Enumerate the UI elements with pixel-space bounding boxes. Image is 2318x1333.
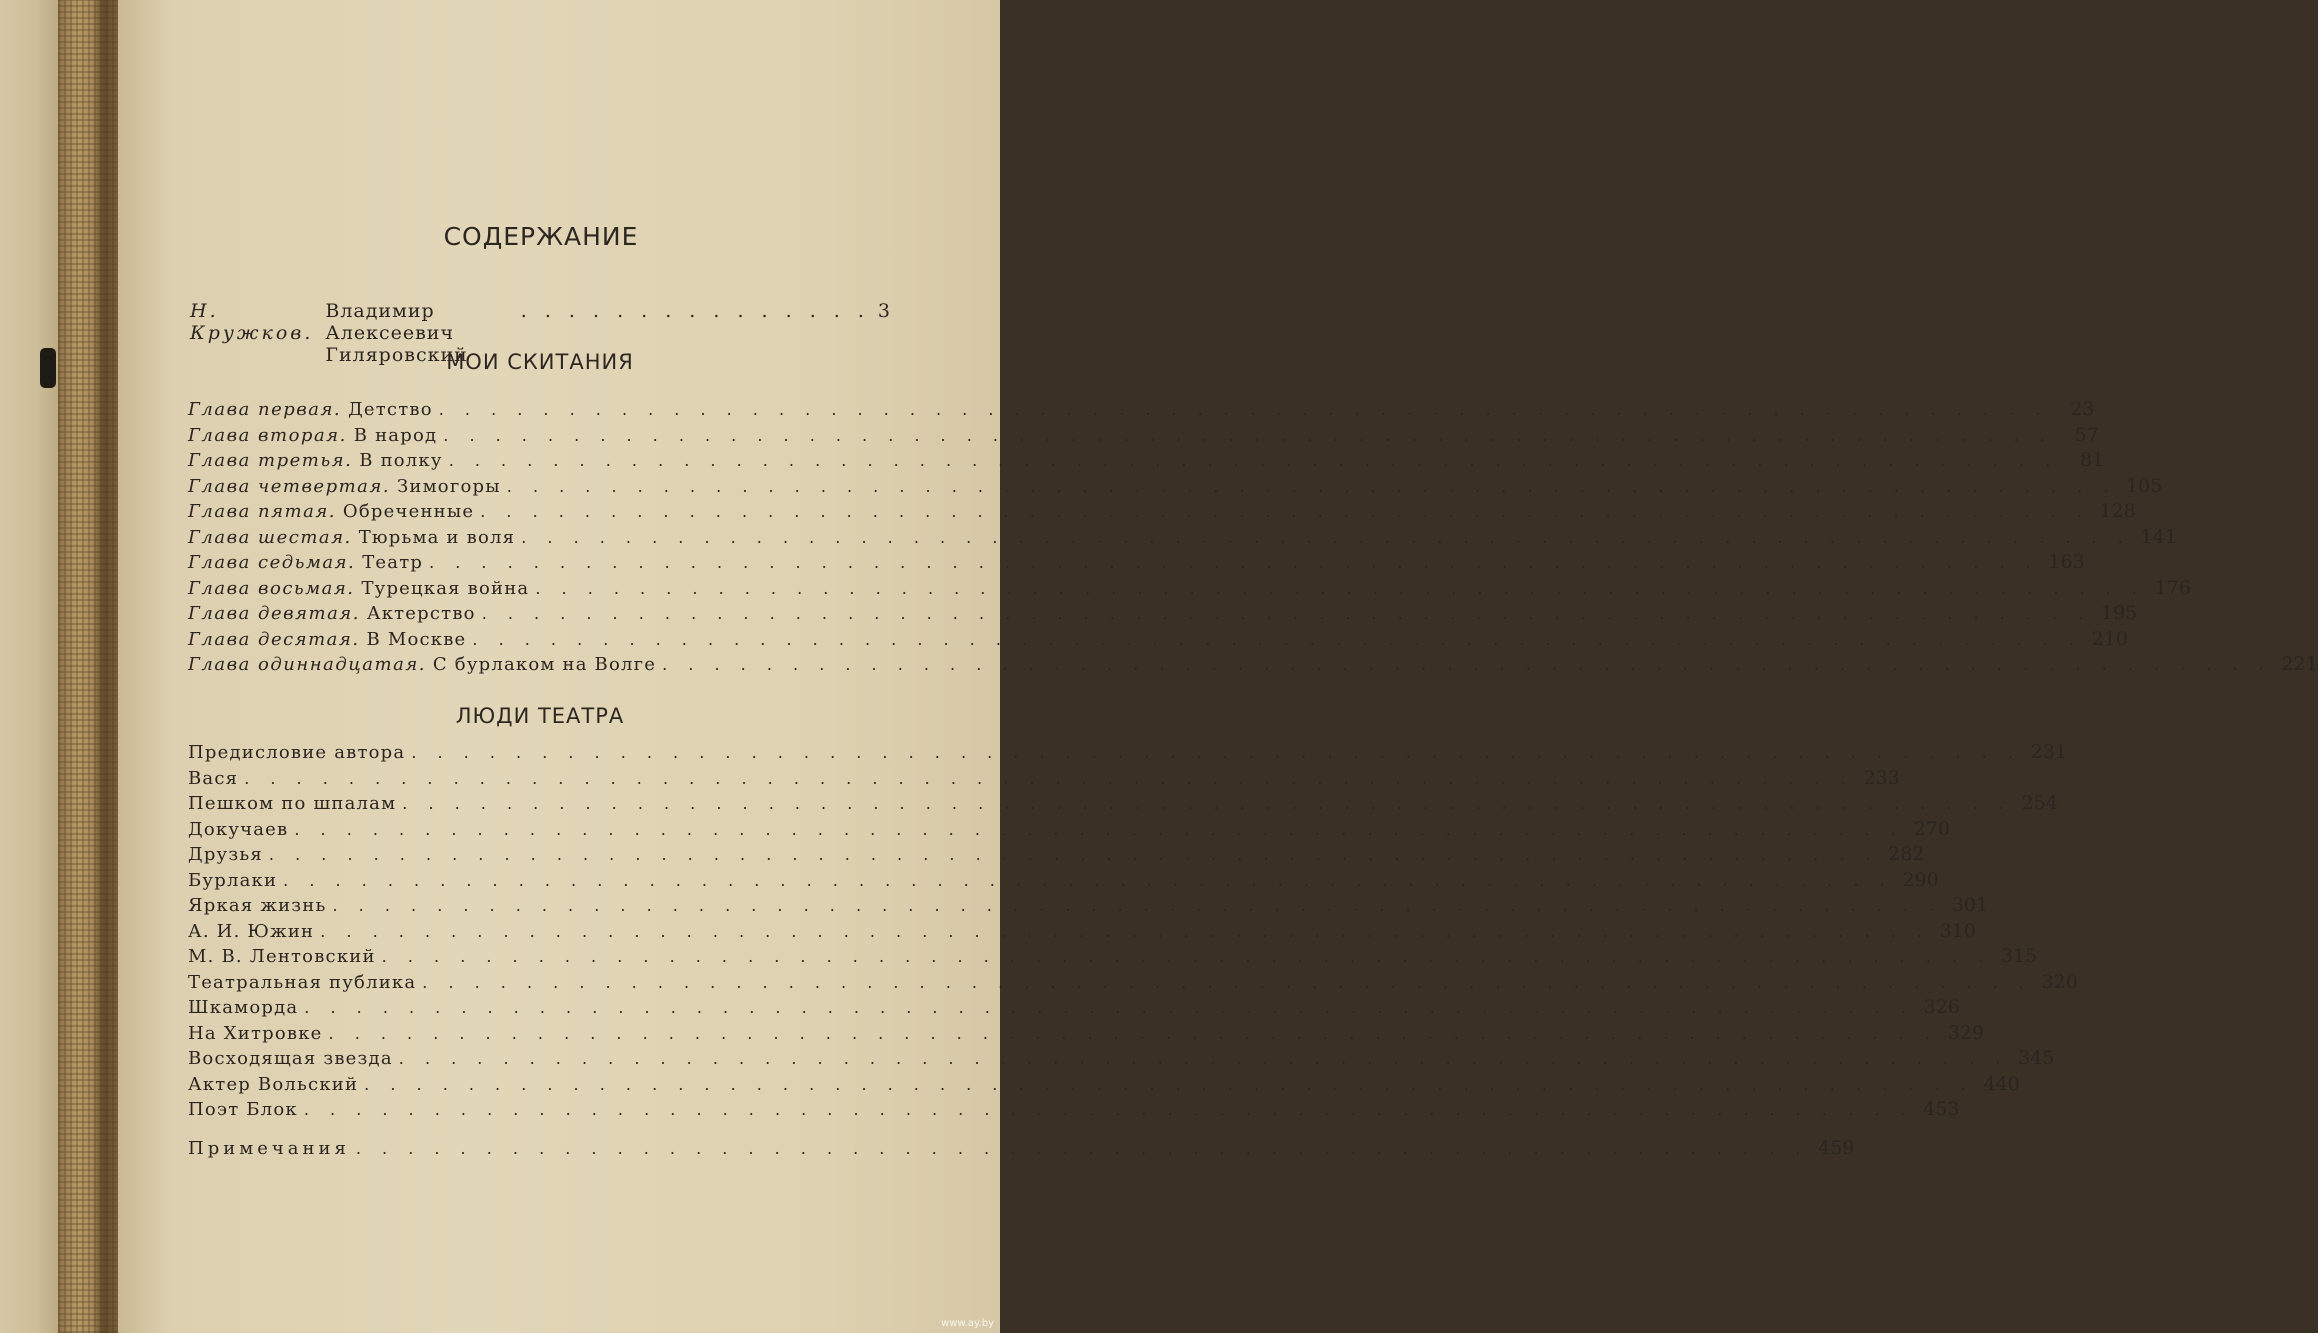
leader-dots: . . . . . . . . . . . . . . . . . . . . . . . . . . . . . . . . . . . . . . . . . . . . . . . . . . . . . . . . . . . . . . [472, 629, 2082, 649]
leader-dots: . . . . . . . . . . . . . . . . . . . . . . . . . . . . . . . . . . . . . . . . . . . . . . . . . . . . . . . . . . . . . . [303, 1100, 1914, 1119]
entry-label [188, 893, 327, 919]
entry-page: 57 [2074, 423, 2099, 446]
leader-dots: . . . . . . . . . . . . . . . . . . . . . . . . . . . . . . . . . . . . . . . . . . . . . . . . . . . . . . . . . . . . . . [304, 998, 1914, 1017]
toc-entry [188, 1046, 2055, 1072]
toc-entry [188, 995, 1960, 1021]
toc-entry [188, 550, 2085, 576]
section-title-1: МОИ СКИТАНИЯ [446, 350, 634, 374]
entry-title: Восходящая звезда [188, 1048, 393, 1069]
entry-page: 315 [2000, 945, 2038, 967]
entry-label [188, 525, 515, 551]
leader-dots: . . . . . . . . . . . . . . . . . . . . . . . . . . . . . . . . . . . . . . . . . . . . . . . . . . . . . . . . . . . . . . [283, 870, 1893, 890]
entry-label [188, 601, 476, 627]
toc-entry [188, 576, 2191, 602]
entry-label [188, 842, 263, 868]
entry-title: Предисловие автора [188, 742, 406, 763]
toc-entry [188, 944, 2038, 970]
entry-page: 221 [2281, 653, 2318, 675]
toc-entry [188, 893, 1989, 919]
entry-page: 23 [2070, 398, 2095, 420]
entry-page: 128 [2099, 500, 2136, 522]
leader-dots: . . . . . . . . . . . . . . . . . . . . . . . . . . . . . . . . . . . . . . . . . . . . . . . . . . . . . . . . . . . . . . [332, 896, 1943, 915]
toc-entry [188, 525, 2177, 551]
leader-dots: . . . . . . . . . . . . . . . . . . . . . . . . . . . . . . . . . . . . . . . . . . . . . . . . . . . . . . . . . . . . . . [294, 819, 1904, 839]
toc-entry [188, 740, 2067, 766]
leader-dots: . . . . . . . . . . . . . . . . . . . . . . . . . . . . . . . . . . . . . . . . . . . . . . . . . . . . . . . . . . . . . . [535, 578, 2145, 598]
entry-label [188, 944, 376, 970]
entry-page: 310 [1939, 919, 1976, 942]
section-1-list [188, 397, 2318, 678]
entry-prefix: Глава девятая. [188, 603, 360, 624]
toc-entry [188, 1136, 1855, 1162]
entry-title: Детство [348, 399, 433, 420]
toc-entry [188, 652, 2318, 678]
toc-entry [188, 766, 1900, 792]
entry-prefix: Глава шестая. [188, 526, 352, 548]
entry-prefix: Глава пятая. [188, 501, 336, 522]
toc-entry [188, 1021, 1985, 1047]
section-title-2: ЛЮДИ ТЕАТРА [455, 704, 625, 728]
watermark: www.ay.by [941, 1318, 994, 1329]
toc-entry [188, 397, 2095, 423]
toc-entry [188, 919, 1976, 945]
entry-label [188, 995, 298, 1021]
entry-page: 453 [1923, 1098, 1960, 1120]
entry-title: Вася [188, 767, 239, 789]
leader-dots: . . . . . . . . . . . . . . . . . . . . . . . . . . . . . . . . . . . . . . . . . . . . . . . . . . . . . . . . . . . . . . [268, 845, 1879, 864]
entry-prefix: Глава десятая. [188, 628, 360, 650]
leader-dots: . . . . . . . . . . . . . . . . . . . . . . . . . . . . . . . . . . . . . . . . . . . . . . . . . . . . . . . . . . . . . . [398, 1049, 2009, 1068]
leader-dots: . . . . . . . . . . . . . . . . . . . . . . . . . . . . . . . . . . . . . . . . . . . . . . . . . . . . . . . . . . . . . . [320, 921, 1930, 941]
entry-page: 81 [2080, 449, 2105, 471]
entry-label [188, 474, 501, 500]
entry-label [188, 627, 466, 653]
leader-dots: . . . . . . . . . . . . . . . . . . . . . . . . . . . . . . . . . . . . . . . . . . . . . . . . . . . . . . . . . . . . . . [438, 400, 2049, 419]
entry-title: С бурлаком на Волге [432, 654, 657, 675]
notes-label: Примечания [188, 1138, 350, 1159]
entry-label [188, 919, 314, 945]
entry-label [188, 652, 656, 678]
entry-page: 105 [2126, 474, 2163, 497]
leader-dots: . . . . . . . . . . . . . . . [520, 300, 870, 322]
notes-page: 459 [1818, 1137, 1855, 1159]
entry-page: 176 [2154, 576, 2191, 599]
leader-dots: . . . . . . . . . . . . . . . . . . . . . . . . . . . . . . . . . . . . . . . . . . . . . . . . . . . . . . . . . . . . . . [402, 794, 2012, 813]
entry-title: Театральная публика [188, 971, 417, 993]
entry-title: Яркая жизнь [188, 895, 327, 916]
entry-label [188, 448, 443, 474]
entry-label [188, 423, 437, 449]
leader-dots: . . . . . . . . . . . . . . . . . . . . . . . . . . . . . . . . . . . . . . . . . . . . . . . . . . . . . . . . . . . . . . [521, 527, 2131, 547]
leader-dots: . . . . . . . . . . . . . . . . . . . . . . . . . . . . . . . . . . . . . . . . . . . . . . . . . . . . . . . . . . . . . . [422, 972, 2032, 992]
entry-title: Пешком по шпалам [188, 793, 397, 814]
entry-title: Актерство [366, 603, 476, 624]
entry-page: 282 [1888, 843, 1925, 865]
toc-entry [188, 817, 1950, 843]
entry-label [188, 740, 405, 766]
toc-entry [188, 842, 1925, 868]
entry-title: Обреченные [342, 501, 475, 522]
toc-entry [188, 791, 2058, 817]
entry-title: В полку [359, 450, 443, 471]
toc-entry [188, 627, 2128, 653]
entry-label [188, 1021, 323, 1047]
staple [40, 348, 56, 388]
entry-prefix: Глава вторая. [188, 424, 347, 446]
entry-title: Поэт Блок [188, 1099, 298, 1120]
entry-title: Актер Вольский [188, 1073, 359, 1095]
leader-dots: . . . . . . . . . . . . . . . . . . . . . . . . . . . . . . . . . . . . . . . . . . . . . . . . . . . . . . . . . . . . . . [381, 947, 1992, 966]
entry-label [188, 791, 396, 817]
entry-page: 320 [2041, 970, 2078, 993]
leader-dots: . . . . . . . . . . . . . . . . . . . . . . . . . . . . . . . . . . . . . . . . . . . . . . . . . . . . . . . . . . . . . . [443, 425, 2053, 445]
entry-title: На Хитровке [188, 1022, 323, 1044]
entry-page: 210 [2091, 627, 2128, 650]
entry-title: Театр [362, 552, 424, 573]
leader-dots: . . . . . . . . . . . . . . . . . . . . . . . . . . . . . . . . . . . . . . . . . . . . . . . . . . . . . . . . . . . . . . [506, 476, 2117, 496]
entry-label [188, 1046, 393, 1072]
left-page [0, 0, 62, 1333]
entry-title: А. И. Южин [188, 920, 315, 942]
entry-page: 195 [2101, 602, 2138, 624]
entry-title: Друзья [188, 844, 263, 865]
entry-page: 440 [1983, 1072, 2020, 1095]
toc-entry [188, 868, 1939, 894]
entry-title: В народ [353, 424, 438, 446]
intro-author: Н. Кружков. [190, 300, 314, 344]
toc-entry [188, 1097, 1960, 1123]
entry-page: 345 [2018, 1047, 2055, 1069]
entry-title: В Москве [366, 628, 467, 650]
intro-title: Владимир Алексеевич Гиляровский [325, 300, 468, 366]
entry-title: Бурлаки [188, 869, 278, 891]
entry-prefix: Глава одиннадцатая. [188, 654, 426, 675]
entry-page: 231 [2030, 741, 2067, 763]
entry-label [188, 868, 277, 894]
entry-label [188, 576, 529, 602]
entry-page: 254 [2021, 792, 2058, 814]
entry-prefix: Глава восьмая. [188, 577, 355, 599]
entry-title: Турецкая война [361, 577, 530, 599]
entry-prefix: Глава третья. [188, 450, 353, 471]
leader-dots: . . . . . . . . . . . . . . . . . . . . . . . . . . . . . . . . . . . . . . . . . . . . . . . . . . . . . . . . . . . . . . [328, 1023, 1939, 1043]
entry-label [188, 499, 474, 525]
leader-dots: . . . . . . . . . . . . . . . . . . . . . . . . . . . . . . . . . . . . . . . . . . . . . . . . . . . . . . . . . . . . . . [481, 604, 2092, 623]
leader-dots: . . . . . . . . . . . . . . . . . . . . . . . . . . . . . . . . . . . . . . . . . . . . . . . . . . . . . . . . . . . . . . [480, 502, 2090, 521]
entry-label [188, 970, 416, 996]
toc-entry [188, 474, 2163, 500]
toc-entry [188, 448, 2105, 474]
toc-entry [188, 423, 2099, 449]
entry-label [188, 550, 423, 576]
entry-prefix: Глава седьмая. [188, 552, 356, 573]
entry-label [188, 397, 433, 423]
entry-page: 141 [2140, 525, 2177, 548]
entry-page: 301 [1951, 894, 1989, 916]
leader-dots: . . . . . . . . . . . . . . . . . . . . . . . . . . . . . . . . . . . . . . . . . . . . . . . . . . . . . . . . . . . . . . [662, 655, 2272, 674]
entry-title: Тюрьма и воля [358, 526, 516, 548]
entry-prefix: Глава первая. [188, 399, 342, 420]
leader-dots: . . . . . . . . . . . . . . . . . . . . . . . . . . . . . . . . . . . . . . . . . . . . . . . . . . . . . . . . . . . . . . [429, 553, 2039, 572]
notes-list [188, 1136, 1855, 1162]
entry-label [188, 1072, 358, 1098]
leader-dots: . . . . . . . . . . . . . . . . . . . . . . . . . . . . . . . . . . . . . . . . . . . . . . . . . . . . . . . . . . . . . . [411, 743, 2021, 762]
entry-page: 326 [1923, 996, 1960, 1018]
entry-label [188, 817, 288, 843]
leader-dots: . . . . . . . . . . . . . . . . . . . . . . . . . . . . . . . . . . . . . . . . . . . . . . . . . . . . . . . . . . . . . . [448, 451, 2059, 470]
entry-page: 163 [2048, 551, 2085, 573]
spine-shadow [92, 0, 116, 1333]
entry-page: 329 [1947, 1021, 1985, 1044]
leader-dots: . . . . . . . . . . . . . . . . . . . . . . . . . . . . . . . . . . . . . . . . . . . . . . . . . . . . . . . . . . . . . . [364, 1074, 1974, 1094]
toc-entry [188, 499, 2136, 525]
entry-page: 290 [1902, 868, 1939, 891]
entry-title: Зимогоры [396, 475, 501, 497]
entry-label [188, 1097, 298, 1123]
entry-title: Шкаморда [188, 997, 299, 1018]
entry-label [188, 766, 238, 792]
intro-page: 3 [877, 300, 890, 322]
toc-entry [188, 601, 2138, 627]
toc-entry [188, 970, 2078, 996]
entry-title: Докучаев [188, 818, 289, 840]
entry-title: М. В. Лентовский [188, 946, 376, 967]
toc-entry [188, 1072, 2020, 1098]
entry-prefix: Глава четвертая. [188, 475, 391, 497]
leader-dots: . . . . . . . . . . . . . . . . . . . . . . . . . . . . . . . . . . . . . . . . . . . . . . . . . . . . . . . . [355, 1139, 1809, 1158]
page-title: СОДЕРЖАНИЕ [443, 222, 639, 251]
leader-dots: . . . . . . . . . . . . . . . . . . . . . . . . . . . . . . . . . . . . . . . . . . . . . . . . . . . . . . . . . . . . . . [244, 768, 1854, 788]
section-2-list [188, 740, 2078, 1123]
entry-page: 270 [1913, 817, 1950, 840]
entry-page: 233 [1863, 766, 1900, 789]
